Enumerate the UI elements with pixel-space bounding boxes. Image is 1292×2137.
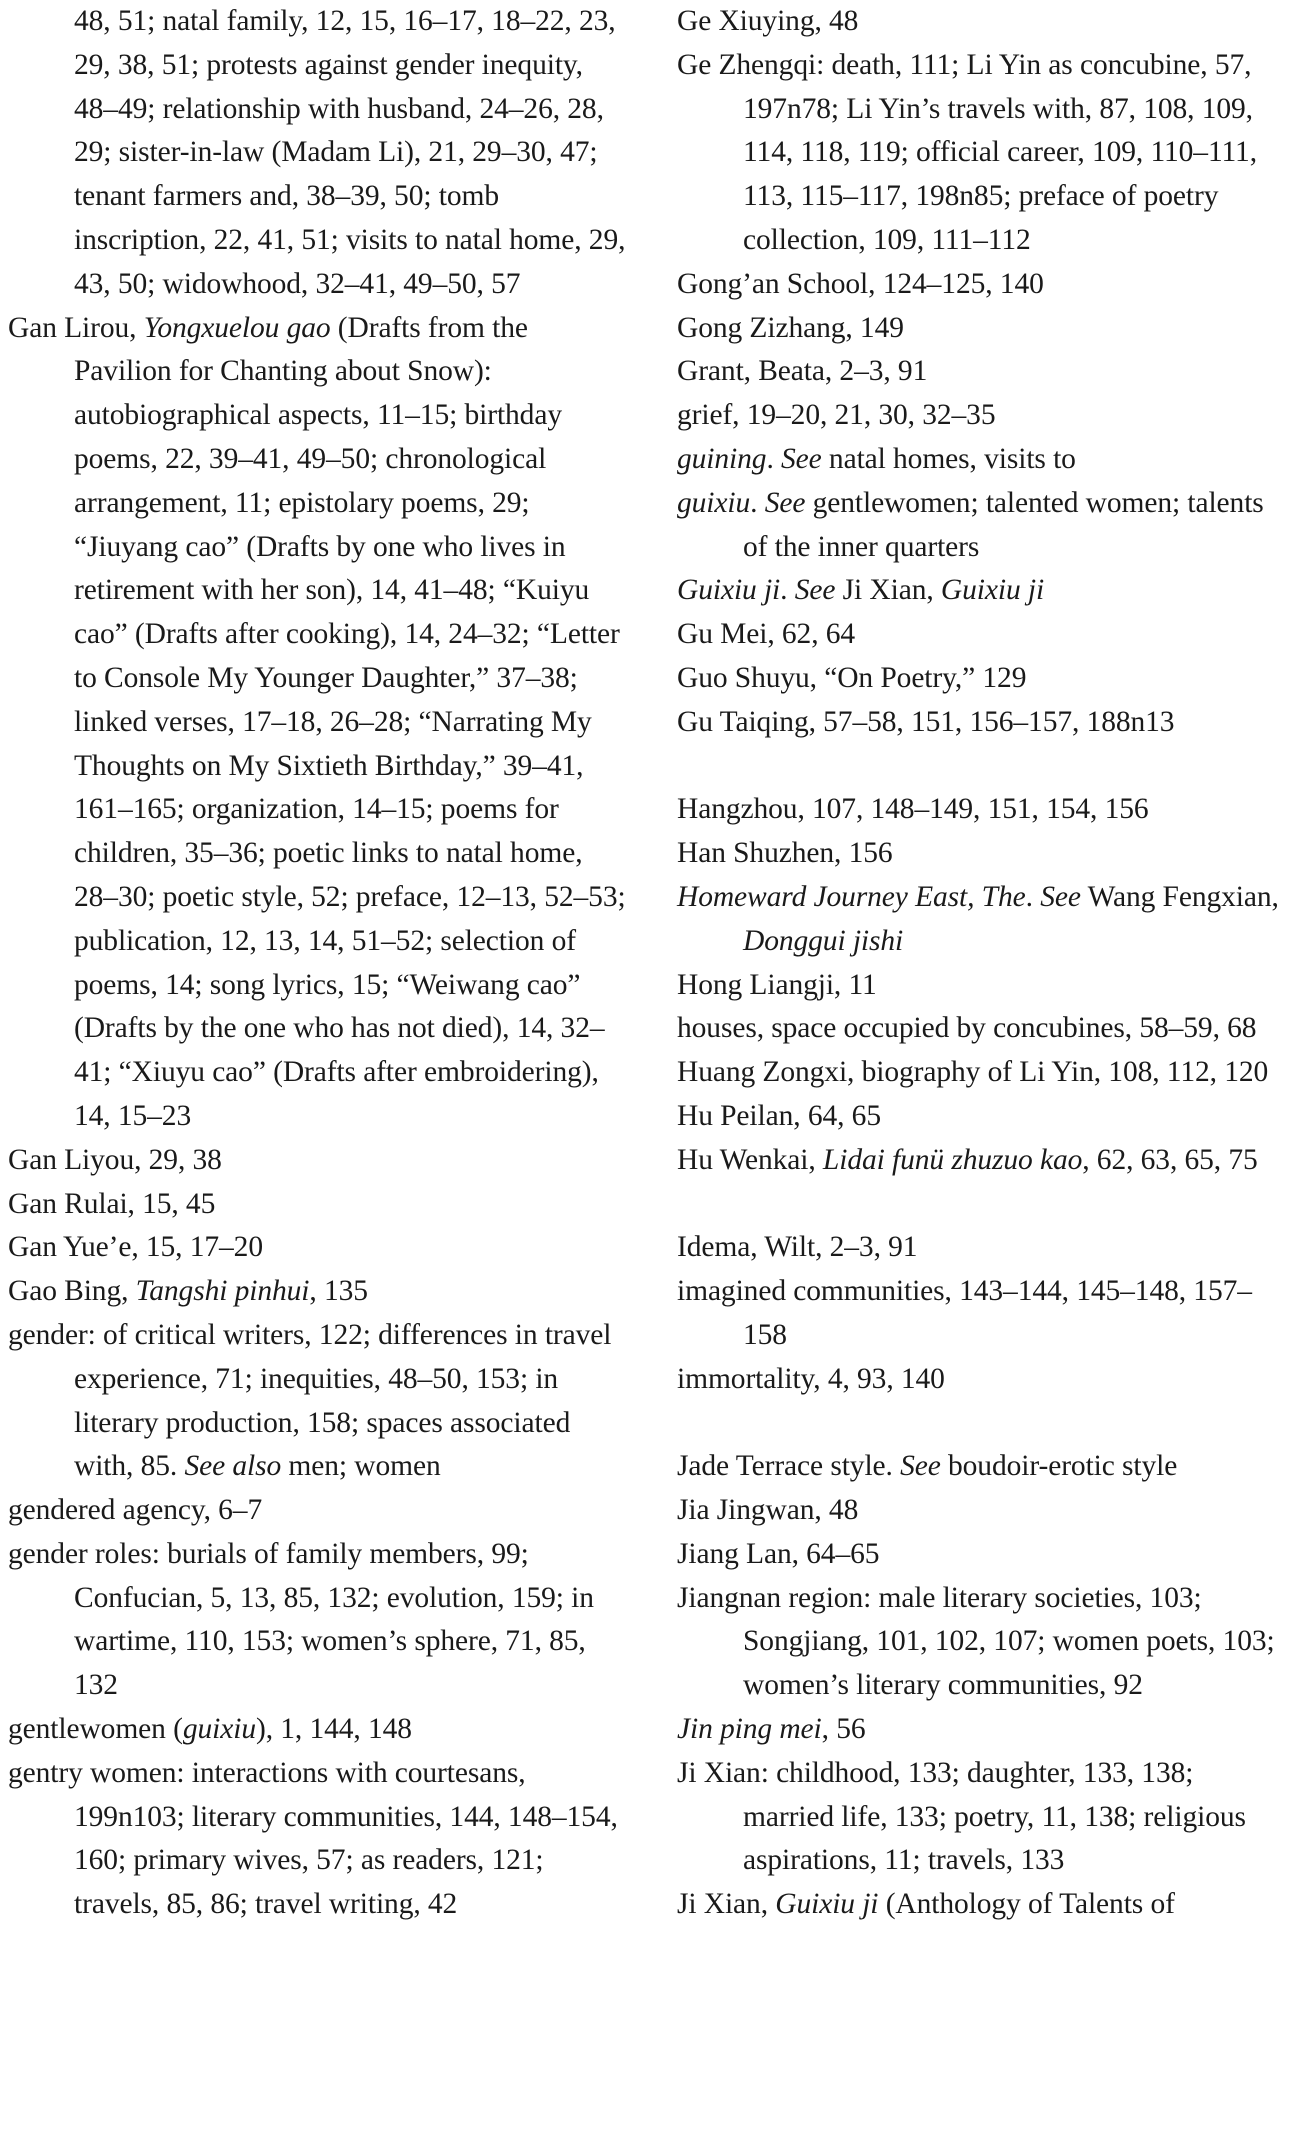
letter-section-gap xyxy=(677,1402,1285,1446)
index-text: gentry women: interactions with courtesans, 199n103; literary communities, 144, 148–154, 160; primary wives, 57; as readers, 121; travels, 85, 86; travel writing, 42 xyxy=(8,1756,618,1921)
index-text: Guo Shuyu, “On Poetry,” 129 xyxy=(677,661,1027,694)
index-text: Gan Rulai, 15, 45 xyxy=(8,1187,216,1220)
index-entry xyxy=(677,1708,1285,1752)
index-text: grief, 19–20, 21, 30, 32–35 xyxy=(677,399,996,432)
index-text-italic: Guixiu ji xyxy=(775,1888,879,1921)
index-text: Ji Xian, xyxy=(835,574,941,607)
index-entry-continuation xyxy=(8,0,628,307)
index-entry xyxy=(677,394,1285,438)
index-entry xyxy=(677,788,1285,832)
index-text: immortality, 4, 93, 140 xyxy=(677,1362,945,1395)
index-text: Jia Jingwan, 48 xyxy=(677,1494,859,1527)
index-text: gentlewomen ( xyxy=(8,1713,183,1746)
index-text-italic: See xyxy=(900,1450,941,1483)
index-entry xyxy=(677,1051,1285,1095)
index-entry xyxy=(677,1226,1285,1270)
index-entry xyxy=(677,964,1285,1008)
letter-section-gap xyxy=(677,745,1285,789)
index-entry xyxy=(8,1183,628,1227)
index-text: Han Shuzhen, 156 xyxy=(677,837,893,870)
index-entry xyxy=(8,1708,628,1752)
index-entry xyxy=(677,1533,1285,1577)
index-text-italic: Donggui jishi xyxy=(743,924,904,957)
index-entry xyxy=(677,438,1285,482)
index-text-italic: Yongxuelou gao xyxy=(143,311,331,344)
index-text-italic: Tangshi pinhui xyxy=(135,1275,310,1308)
index-text-italic: Lidai funü zhuzuo kao xyxy=(822,1143,1083,1176)
index-entry xyxy=(677,832,1285,876)
index-text: Gu Taiqing, 57–58, 151, 156–157, 188n13 xyxy=(677,705,1175,738)
index-entry xyxy=(677,1007,1285,1051)
index-column-right xyxy=(677,0,1285,1927)
index-text: Hu Wenkai, xyxy=(677,1143,823,1176)
index-text-italic: guining xyxy=(677,442,767,475)
index-entry xyxy=(8,307,628,1139)
index-text: Ji Xian, xyxy=(677,1888,776,1921)
index-text: . xyxy=(780,574,795,607)
index-entry xyxy=(677,1577,1285,1708)
index-text: Gan Liyou, 29, 38 xyxy=(8,1143,222,1176)
index-text: Gao Bing, xyxy=(8,1275,136,1308)
index-entry xyxy=(677,1270,1285,1358)
letter-section-gap xyxy=(677,1183,1285,1227)
index-entry xyxy=(677,350,1285,394)
index-text-italic: Jin ping mei xyxy=(677,1713,822,1746)
index-entry xyxy=(677,701,1285,745)
index-entry xyxy=(677,263,1285,307)
index-text: Gan Lirou, xyxy=(8,311,144,344)
index-text: gender roles: burials of family members, 99; Confucian, 5, 13, 85, 132; evolution, 159; in wartime, 110, 153; women’s sphere, 71, 85, 132 xyxy=(8,1537,594,1702)
index-entry xyxy=(677,1445,1285,1489)
index-text: , 135 xyxy=(309,1275,368,1308)
index-entry xyxy=(677,482,1285,570)
index-text: Hangzhou, 107, 148–149, 151, 154, 156 xyxy=(677,793,1149,826)
index-text: Gu Mei, 62, 64 xyxy=(677,618,856,651)
index-entry xyxy=(677,307,1285,351)
index-text: Gong Zizhang, 149 xyxy=(677,311,904,344)
index-entry xyxy=(677,1139,1285,1183)
index-entry xyxy=(677,44,1285,263)
index-text: (Anthology of Talents of xyxy=(878,1888,1175,1921)
index-text: Hong Liangji, 11 xyxy=(677,968,877,1001)
index-text: Jade Terrace style. xyxy=(677,1450,901,1483)
index-entry xyxy=(677,1752,1285,1883)
index-text: ), 1, 144, 148 xyxy=(255,1713,412,1746)
index-text: gentlewomen; talented women; talents of the inner quarters xyxy=(743,486,1264,563)
index-text: Hu Peilan, 64, 65 xyxy=(677,1099,881,1132)
index-entry xyxy=(677,613,1285,657)
index-column-left xyxy=(8,0,628,1927)
index-text: Jiang Lan, 64–65 xyxy=(677,1537,880,1570)
index-entry xyxy=(8,1752,628,1927)
index-text: Gong’an School, 124–125, 140 xyxy=(677,267,1044,300)
index-text: men; women xyxy=(281,1450,441,1483)
index-entry xyxy=(677,1358,1285,1402)
index-text: houses, space occupied by concubines, 58–59, 68 xyxy=(677,1012,1257,1045)
index-text: (Drafts from the Pavilion for Chanting about Snow): autobiographical aspects, 11–15; birthday poems, 22, 39–41, 49–50; chronological arrangement, 11; epistolary poems, 29; “Jiuyang cao” (Drafts by one who lives in retirement with her son), 14, 41–48; “Kuiyu cao” (Drafts after cooking), 14, 24–32; “Letter to Console My Younger Daughter,” 37–38; linked verses, 17–18, 26–28; “Narrating My Thoughts on My Sixtieth Birthday,” 39–41, 161–165; organization, 14–15; poems for children, 35–36; poetic links to natal home, 28–30; poetic style, 52; preface, 12–13, 52–53; publication, 12, 13, 14, 51–52; selection of poems, 14; song lyrics, 15; “Weiwang cao” (Drafts by the one who has not died), 14, 32–41; “Xiuyu cao” (Drafts after embroidering), 14, 15–23 xyxy=(74,311,626,1132)
index-text-italic: Homeward Journey East, The xyxy=(677,880,1026,913)
index-entry xyxy=(8,1139,628,1183)
index-text: Idema, Wilt, 2–3, 91 xyxy=(677,1231,918,1264)
index-text-italic: guixiu xyxy=(677,486,751,519)
index-text-italic: Guixiu ji xyxy=(677,574,781,607)
index-entry xyxy=(8,1533,628,1708)
index-text-italic: See also xyxy=(184,1450,282,1483)
index-text: . xyxy=(1025,880,1041,913)
index-text: , 56 xyxy=(821,1713,866,1746)
index-text-italic: Guixiu ji xyxy=(940,574,1045,607)
index-entry xyxy=(8,1314,628,1489)
index-text: Ji Xian: childhood, 133; daughter, 133, 138; married life, 133; poetry, 11, 138; religious aspirations, 11; travels, 133 xyxy=(677,1756,1246,1877)
index-text: 48, 51; natal family, 12, 15, 16–17, 18–22, 23, 29, 38, 51; protests against gender inequity, 48–49; relationship with husband, 24–26, 28, 29; sister-in-law (Madam Li), 21, 29–30, 47; tenant farmers and, 38–39, 50; tomb inscription, 22, 41, 51; visits to natal home, 29, 43, 50; widowhood, 32–41, 49–50, 57 xyxy=(74,5,626,300)
index-text: Wang Fengxian, xyxy=(1080,880,1279,913)
index-text: Huang Zongxi, biography of Li Yin, 108, 112, 120 xyxy=(677,1056,1269,1089)
index-text: Ge Xiuying, 48 xyxy=(677,5,859,37)
index-text: gender: of critical writers, 122; differences in travel experience, 71; inequities, 48–50, 153; in literary production, 158; spaces associated with, 85. xyxy=(8,1318,612,1483)
index-text: gendered agency, 6–7 xyxy=(8,1494,263,1527)
index-text-italic: See xyxy=(781,442,822,475)
index-text: boudoir-erotic style xyxy=(940,1450,1178,1483)
index-entry xyxy=(677,569,1285,613)
index-text: . xyxy=(750,486,765,519)
index-entry xyxy=(677,1883,1285,1927)
index-text: Gan Yue’e, 15, 17–20 xyxy=(8,1231,263,1264)
index-text: imagined communities, 143–144, 145–148, 157–158 xyxy=(677,1275,1252,1351)
index-entry xyxy=(677,0,1285,44)
index-text: Grant, Beata, 2–3, 91 xyxy=(677,355,928,388)
index-entry xyxy=(8,1226,628,1270)
index-text: . xyxy=(766,442,782,475)
index-text-italic: See xyxy=(794,574,836,607)
index-text: natal homes, visits to xyxy=(821,442,1076,475)
index-entry xyxy=(8,1270,628,1314)
index-entry xyxy=(677,1095,1285,1139)
index-text-italic: See xyxy=(764,486,806,519)
index-text: , 62, 63, 65, 75 xyxy=(1082,1143,1258,1176)
index-text: Ge Zhengqi: death, 111; Li Yin as concubine, 57, 197n78; Li Yin’s travels with, 87, 108, 109, 114, 118, 119; official career, 109, 110–111, 113, 115–117, 198n85; preface of poetry collection, 109, 111–112 xyxy=(677,48,1257,256)
index-text-italic: See xyxy=(1040,880,1081,913)
index-entry xyxy=(677,876,1285,964)
index-entry xyxy=(677,1489,1285,1533)
index-text-italic: guixiu xyxy=(182,1713,256,1746)
index-entry xyxy=(677,657,1285,701)
index-entry xyxy=(8,1489,628,1533)
index-text: Jiangnan region: male literary societies, 103; Songjiang, 101, 102, 107; women poets, 103; women’s literary communities, 92 xyxy=(677,1581,1275,1702)
